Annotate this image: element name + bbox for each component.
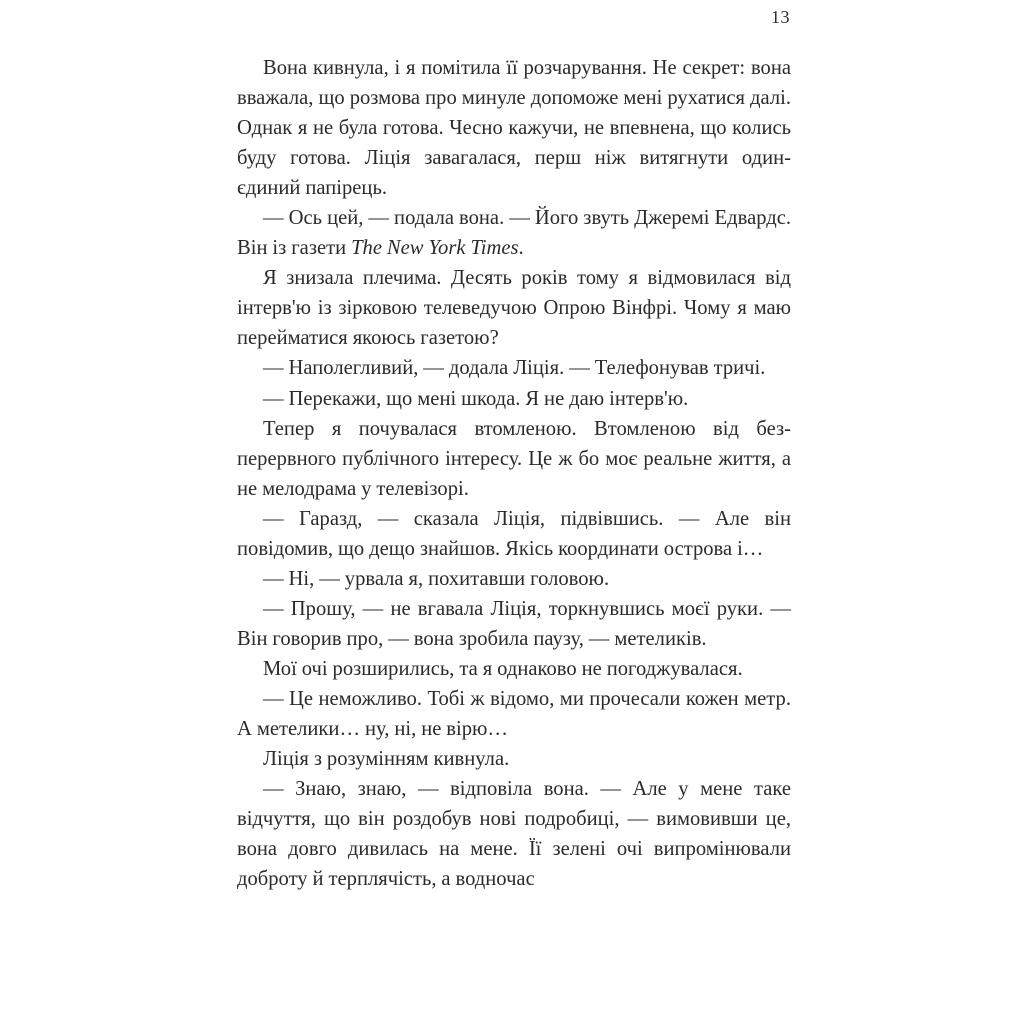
paragraph-text-tail: . <box>518 237 524 260</box>
paragraph: Я знизала плечима. Десять років тому я відмовилася від інтерв'ю із зірковою телеведучою Опрою Вінфрі. Чому я маю перейматися якоюсь газетою? <box>237 267 791 350</box>
page-text-block <box>237 53 791 894</box>
paragraph: — Гаразд, — сказала Ліція, підвівшись. — Але він повідомив, що дещо знайшов. Якісь координати острова і… <box>237 507 791 560</box>
paragraph: — Наполегливий, — додала Ліція. — Телефонував тричі. <box>263 357 766 380</box>
paragraph: Вона кивнула, і я помітила її розчарування. Не секрет: вона вважала, що розмова про минуле допоможе мені рухатися далі. Однак я не була готова. Чесно кажучи, не впевнена, що колись буду готова. Ліція завагалася, перш ніж витягнути один-єдиний папірець. <box>237 57 791 200</box>
paragraph: Тепер я почувалася втомленою. Втомленою від безперервного публічного інтересу. Це ж бо моє реальне життя, а не мелодрама у телевізорі. <box>237 417 791 500</box>
paragraph: Мої очі розширились, та я однаково не погоджувалася. <box>263 657 743 680</box>
paragraph-with-italic <box>237 203 791 263</box>
paragraph-text-lead: — Ось цей, — подала вона. — Його звуть Джеремі Едвардс. Він із газети <box>237 207 791 260</box>
paragraph: — Це неможливо. Тобі ж відомо, ми прочесали кожен метр. А метелики… ну, ні, не вірю… <box>237 687 791 741</box>
paragraph: Ліція з розумінням кивнула. <box>263 748 510 771</box>
paragraph: — Перекажи, що мені шкода. Я не даю інтерв'ю. <box>263 387 689 410</box>
newspaper-title: The New York Times <box>351 237 519 260</box>
page-number: 13 <box>771 7 790 27</box>
paragraph: — Знаю, знаю, — відповіла вона. — Але у мене таке відчуття, що він роздобув нові подробиці, — вимовивши це, вона довго дивилась на мене. Її зелені очі випромінювали доброту й терплячість, а водночас <box>237 778 791 891</box>
paragraph: — Ні, — урвала я, похитавши головою. <box>263 567 610 590</box>
paragraph: — Прошу, — не вгавала Ліція, торкнувшись моєї руки. — Він говорив про, — вона зробила паузу, — метеликів. <box>237 597 791 650</box>
